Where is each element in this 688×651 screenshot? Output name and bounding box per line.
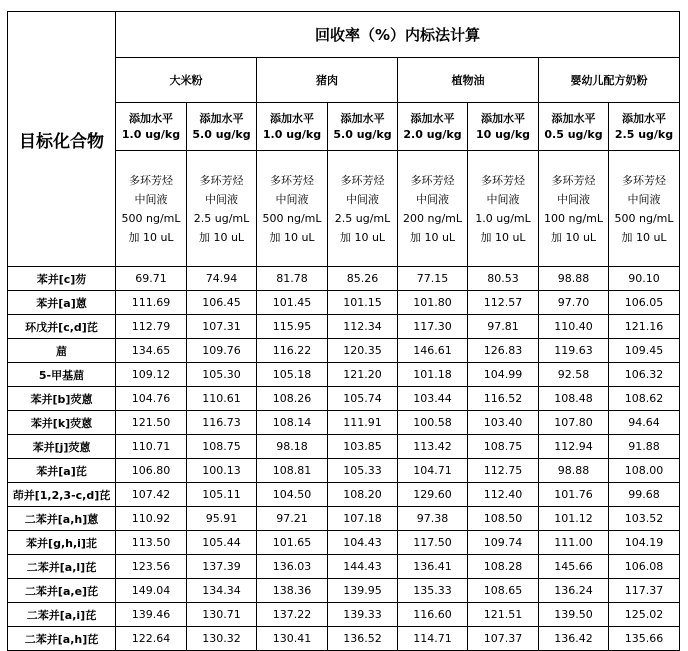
recovery-value: 107.37 <box>468 627 539 651</box>
spike-solution-volume: 加 10 uL <box>621 230 667 244</box>
spike-solution-volume: 加 10 uL <box>269 230 315 244</box>
spike-solution-name: 多环芳烃 <box>410 173 455 187</box>
compound-name: 苯并[j]荧蒽 <box>8 435 116 459</box>
recovery-value: 121.16 <box>609 315 680 339</box>
recovery-value: 74.94 <box>187 267 257 291</box>
spike-level-label: 添加水平 <box>340 111 385 125</box>
spike-level-label: 添加水平 <box>199 111 244 125</box>
recovery-value: 136.03 <box>257 555 328 579</box>
table-row <box>8 363 680 387</box>
recovery-value: 121.50 <box>116 411 187 435</box>
spike-solution-cell <box>328 151 398 267</box>
recovery-value: 98.88 <box>539 267 609 291</box>
recovery-value: 109.76 <box>187 339 257 363</box>
recovery-value: 97.21 <box>257 507 328 531</box>
table-row <box>8 291 680 315</box>
recovery-value: 106.08 <box>609 555 680 579</box>
recovery-value: 117.30 <box>398 315 468 339</box>
recovery-value: 138.36 <box>257 579 328 603</box>
spike-solution-name: 多环芳烃 <box>199 173 244 187</box>
recovery-value: 139.95 <box>328 579 398 603</box>
recovery-value: 94.64 <box>609 411 680 435</box>
spike-level-label: 添加水平 <box>270 111 314 125</box>
recovery-value: 130.32 <box>187 627 257 651</box>
spike-level-label: 添加水平 <box>129 111 173 125</box>
compound-name: 二苯并[a,e]芘 <box>8 579 116 603</box>
recovery-value: 108.26 <box>257 387 328 411</box>
recovery-value: 101.15 <box>328 291 398 315</box>
spike-level-value: 2.5 ug/kg <box>614 127 674 141</box>
spike-solution-concentration: 500 ng/mL <box>262 211 322 225</box>
spike-solution-volume: 加 10 uL <box>409 230 456 244</box>
recovery-value: 101.80 <box>398 291 468 315</box>
compound-name: 苯并[c]芴 <box>8 267 116 291</box>
recovery-value: 103.52 <box>609 507 680 531</box>
recovery-value: 149.04 <box>116 579 187 603</box>
spike-solution-name: 多环芳烃 <box>129 173 173 187</box>
spike-level-header <box>116 103 187 151</box>
recovery-value: 130.71 <box>187 603 257 627</box>
recovery-value: 119.63 <box>539 339 609 363</box>
recovery-value: 125.02 <box>609 603 680 627</box>
recovery-value: 116.52 <box>468 387 539 411</box>
recovery-value: 110.40 <box>539 315 609 339</box>
recovery-value: 101.65 <box>257 531 328 555</box>
table-row <box>8 315 680 339</box>
table-row <box>8 507 680 531</box>
compound-name: 环戊并[c,d]芘 <box>8 315 116 339</box>
spike-solution-type: 中间液 <box>486 192 520 206</box>
recovery-value: 103.40 <box>468 411 539 435</box>
recovery-value: 105.11 <box>187 483 257 507</box>
recovery-value: 135.33 <box>398 579 468 603</box>
recovery-value: 105.44 <box>187 531 257 555</box>
recovery-value: 106.80 <box>116 459 187 483</box>
spike-solution-type: 中间液 <box>416 192 449 206</box>
recovery-value: 95.91 <box>187 507 257 531</box>
recovery-value: 108.62 <box>609 387 680 411</box>
recovery-value: 97.81 <box>468 315 539 339</box>
recovery-value: 108.14 <box>257 411 328 435</box>
spike-solution-concentration: 100 ng/mL <box>544 211 603 225</box>
recovery-value: 145.66 <box>539 555 609 579</box>
recovery-value: 134.34 <box>187 579 257 603</box>
compound-name: 苯并[a]芘 <box>8 459 116 483</box>
spike-level-header <box>187 103 257 151</box>
table-row <box>8 627 680 651</box>
recovery-value: 112.94 <box>539 435 609 459</box>
recovery-value: 135.66 <box>609 627 680 651</box>
recovery-value: 108.75 <box>468 435 539 459</box>
compound-name: 茚并[1,2,3-c,d]芘 <box>8 483 116 507</box>
recovery-value: 129.60 <box>398 483 468 507</box>
recovery-value: 85.26 <box>328 267 398 291</box>
recovery-value: 112.75 <box>468 459 539 483</box>
spike-level-header <box>257 103 328 151</box>
recovery-value: 113.50 <box>116 531 187 555</box>
spike-solution-concentration: 2.5 ug/mL <box>193 211 250 225</box>
compound-column-header: 目标化合物 <box>8 12 116 267</box>
spike-level-value: 1.0 ug/kg <box>121 127 181 141</box>
compound-name: 苯并[b]荧蒽 <box>8 387 116 411</box>
spike-level-header <box>398 103 468 151</box>
recovery-value: 107.42 <box>116 483 187 507</box>
spike-solution-type: 中间液 <box>627 192 661 206</box>
table-row <box>8 267 680 291</box>
spike-level-value: 1.0 ug/kg <box>262 127 322 141</box>
recovery-value: 108.50 <box>468 507 539 531</box>
recovery-value: 108.65 <box>468 579 539 603</box>
recovery-value: 123.56 <box>116 555 187 579</box>
recovery-value: 108.75 <box>187 435 257 459</box>
recovery-value: 105.18 <box>257 363 328 387</box>
spike-solution-cell <box>187 151 257 267</box>
recovery-value: 100.58 <box>398 411 468 435</box>
spike-solution-type: 中间液 <box>134 192 168 206</box>
recovery-value: 106.45 <box>187 291 257 315</box>
spike-solution-name: 多环芳烃 <box>340 173 385 187</box>
recovery-value: 106.32 <box>609 363 680 387</box>
recovery-value: 106.05 <box>609 291 680 315</box>
compound-name: 二苯并[a,h]蒽 <box>8 507 116 531</box>
recovery-value: 104.71 <box>398 459 468 483</box>
compound-name: 5-甲基䓛 <box>8 363 116 387</box>
recovery-value: 111.91 <box>328 411 398 435</box>
recovery-value: 97.70 <box>539 291 609 315</box>
recovery-value: 97.38 <box>398 507 468 531</box>
recovery-value: 122.64 <box>116 627 187 651</box>
table-row <box>8 339 680 363</box>
recovery-value: 100.13 <box>187 459 257 483</box>
recovery-value: 101.12 <box>539 507 609 531</box>
table-row <box>8 531 680 555</box>
spike-level-label: 添加水平 <box>410 111 455 125</box>
matrix-header-pork: 猪肉 <box>257 58 398 103</box>
recovery-value: 112.79 <box>116 315 187 339</box>
table-row <box>8 579 680 603</box>
recovery-value: 139.33 <box>328 603 398 627</box>
recovery-value: 136.52 <box>328 627 398 651</box>
recovery-value: 98.18 <box>257 435 328 459</box>
spike-solution-cell <box>398 151 468 267</box>
recovery-value: 108.48 <box>539 387 609 411</box>
recovery-value: 108.81 <box>257 459 328 483</box>
recovery-value: 144.43 <box>328 555 398 579</box>
matrix-header-rice-flour: 大米粉 <box>116 58 257 103</box>
recovery-value: 117.50 <box>398 531 468 555</box>
recovery-value: 111.00 <box>539 531 609 555</box>
recovery-value: 107.31 <box>187 315 257 339</box>
recovery-value: 80.53 <box>468 267 539 291</box>
recovery-value: 108.28 <box>468 555 539 579</box>
spike-level-header <box>609 103 680 151</box>
compound-name: 苯并[g,h,i]苝 <box>8 531 116 555</box>
recovery-value: 101.45 <box>257 291 328 315</box>
recovery-value: 101.18 <box>398 363 468 387</box>
recovery-value: 92.58 <box>539 363 609 387</box>
recovery-value: 103.44 <box>398 387 468 411</box>
recovery-value: 115.95 <box>257 315 328 339</box>
spike-solution-concentration: 500 ng/mL <box>614 211 674 225</box>
recovery-value: 139.46 <box>116 603 187 627</box>
spike-level-value: 5.0 ug/kg <box>192 127 251 141</box>
spike-solution-volume: 加 10 uL <box>480 230 526 244</box>
recovery-value: 107.80 <box>539 411 609 435</box>
recovery-value: 104.76 <box>116 387 187 411</box>
recovery-value: 101.76 <box>539 483 609 507</box>
spike-solution-type: 中间液 <box>346 192 379 206</box>
spike-solution-name: 多环芳烃 <box>270 173 314 187</box>
recovery-value: 104.43 <box>328 531 398 555</box>
spike-solution-name: 多环芳烃 <box>551 173 596 187</box>
recovery-value: 108.00 <box>609 459 680 483</box>
spike-solution-volume: 加 10 uL <box>550 230 597 244</box>
spike-solution-volume: 加 10 uL <box>339 230 386 244</box>
spike-solution-type: 中间液 <box>557 192 590 206</box>
recovery-value: 116.22 <box>257 339 328 363</box>
recovery-value: 98.88 <box>539 459 609 483</box>
spike-solution-name: 多环芳烃 <box>481 173 525 187</box>
spike-level-value: 5.0 ug/kg <box>333 127 392 141</box>
recovery-value: 110.61 <box>187 387 257 411</box>
spike-solution-name: 多环芳烃 <box>622 173 667 187</box>
spike-solution-type: 中间液 <box>205 192 238 206</box>
spike-solution-volume: 加 10 uL <box>128 230 174 244</box>
recovery-value: 126.83 <box>468 339 539 363</box>
recovery-table <box>7 11 680 651</box>
compound-name: 二苯并[a,i]芘 <box>8 603 116 627</box>
recovery-value: 113.42 <box>398 435 468 459</box>
recovery-value: 117.37 <box>609 579 680 603</box>
recovery-value: 136.42 <box>539 627 609 651</box>
recovery-value: 110.92 <box>116 507 187 531</box>
recovery-value: 90.10 <box>609 267 680 291</box>
spike-solution-concentration: 2.5 ug/mL <box>334 211 391 225</box>
recovery-value: 137.39 <box>187 555 257 579</box>
spike-solution-concentration: 1.0 ug/mL <box>475 211 531 225</box>
spike-solution-cell <box>609 151 680 267</box>
recovery-value: 105.30 <box>187 363 257 387</box>
recovery-value: 109.12 <box>116 363 187 387</box>
recovery-value: 108.20 <box>328 483 398 507</box>
recovery-value: 104.50 <box>257 483 328 507</box>
spike-solution-type: 中间液 <box>275 192 309 206</box>
recovery-value: 81.78 <box>257 267 328 291</box>
recovery-value: 116.73 <box>187 411 257 435</box>
recovery-value: 139.50 <box>539 603 609 627</box>
spike-solution-cell <box>468 151 539 267</box>
spike-solution-volume: 加 10 uL <box>198 230 245 244</box>
compound-name: 䓛 <box>8 339 116 363</box>
recovery-value: 69.71 <box>116 267 187 291</box>
recovery-value: 109.74 <box>468 531 539 555</box>
spike-level-value: 0.5 ug/kg <box>544 127 603 141</box>
spike-solution-cell <box>116 151 187 267</box>
table-row <box>8 435 680 459</box>
recovery-value: 109.45 <box>609 339 680 363</box>
spike-solution-concentration: 500 ng/mL <box>121 211 181 225</box>
recovery-value: 134.65 <box>116 339 187 363</box>
recovery-value: 137.22 <box>257 603 328 627</box>
table-row <box>8 411 680 435</box>
compound-name: 二苯并[a,h]芘 <box>8 627 116 651</box>
recovery-value: 104.19 <box>609 531 680 555</box>
recovery-value: 104.99 <box>468 363 539 387</box>
recovery-value: 112.57 <box>468 291 539 315</box>
matrix-header-infant-formula: 婴幼儿配方奶粉 <box>539 58 680 103</box>
compound-name: 二苯并[a,l]芘 <box>8 555 116 579</box>
recovery-value: 114.71 <box>398 627 468 651</box>
spike-level-value: 10 ug/kg <box>475 127 531 141</box>
recovery-value: 112.34 <box>328 315 398 339</box>
recovery-value: 110.71 <box>116 435 187 459</box>
compound-name: 苯并[k]荧蒽 <box>8 411 116 435</box>
spike-level-header <box>539 103 609 151</box>
spike-solution-cell <box>257 151 328 267</box>
recovery-value: 105.74 <box>328 387 398 411</box>
table-row <box>8 387 680 411</box>
recovery-value: 77.15 <box>398 267 468 291</box>
recovery-value: 130.41 <box>257 627 328 651</box>
recovery-value: 120.35 <box>328 339 398 363</box>
table-row <box>8 483 680 507</box>
spike-level-header <box>468 103 539 151</box>
recovery-value: 91.88 <box>609 435 680 459</box>
spike-solution-cell <box>539 151 609 267</box>
compound-name: 苯并[a]蒽 <box>8 291 116 315</box>
recovery-value: 107.18 <box>328 507 398 531</box>
recovery-value: 121.51 <box>468 603 539 627</box>
table-row <box>8 555 680 579</box>
matrix-header-vegetable-oil: 植物油 <box>398 58 539 103</box>
table-title: 回收率（%）内标法计算 <box>116 12 680 58</box>
recovery-value: 111.69 <box>116 291 187 315</box>
spike-level-header <box>328 103 398 151</box>
table-row <box>8 459 680 483</box>
recovery-value: 116.60 <box>398 603 468 627</box>
spike-solution-concentration: 200 ng/mL <box>403 211 462 225</box>
recovery-value: 103.85 <box>328 435 398 459</box>
spike-level-label: 添加水平 <box>551 111 596 125</box>
recovery-value: 136.24 <box>539 579 609 603</box>
recovery-value: 105.33 <box>328 459 398 483</box>
recovery-value: 146.61 <box>398 339 468 363</box>
recovery-value: 99.68 <box>609 483 680 507</box>
recovery-value: 136.41 <box>398 555 468 579</box>
spike-level-label: 添加水平 <box>622 111 667 125</box>
spike-level-label: 添加水平 <box>481 111 525 125</box>
recovery-value: 121.20 <box>328 363 398 387</box>
spike-level-value: 2.0 ug/kg <box>403 127 462 141</box>
recovery-value: 112.40 <box>468 483 539 507</box>
table-row <box>8 603 680 627</box>
